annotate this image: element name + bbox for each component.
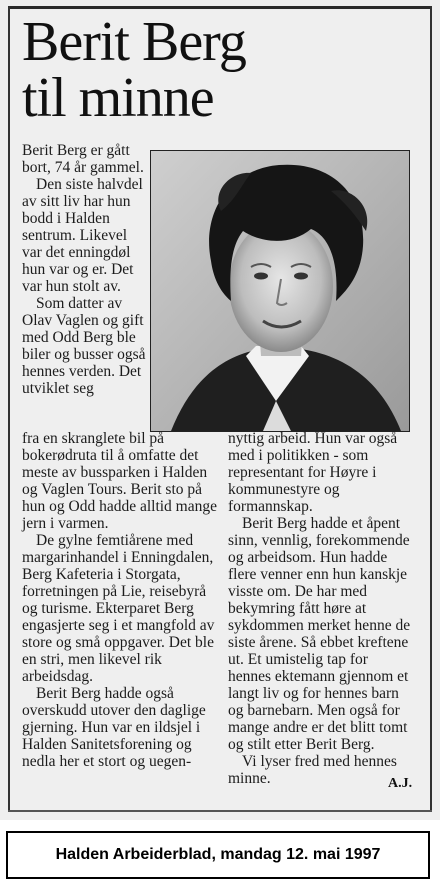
column-1-top	[22, 142, 148, 397]
paragraph: Som datter av Olav Vaglen og gift med Odd Berg ble biler og busser også hennes verden. Det utviklet seg	[22, 295, 146, 397]
column-2	[228, 430, 414, 787]
paragraph: Den siste halvdel av sitt liv har hun bodd i Halden sentrum. Likevel var det enningdøl hun var og er. Det var hun stolt av.	[22, 176, 143, 295]
left-rule	[8, 6, 10, 812]
portrait-illustration	[151, 151, 409, 431]
portrait-photo	[150, 150, 410, 432]
paragraph: Berit Berg hadde et åpent sinn, vennlig, forekommende og arbeidsom. Hun hadde flere venner enn hun kanskje visste om. De har med bekymring fått høre at sykdommen merket henne de siste årene. Så ebbet kreftene ut. Et umistelig tap for hennes ektemann gjennom et langt liv og for hennes barn og barnebarn. Men også for mange andre er det blitt tomt og stilt etter Berit Berg.	[228, 515, 411, 753]
headline-line-2: til minne	[22, 67, 214, 129]
right-rule	[430, 6, 432, 812]
headline	[22, 11, 422, 129]
paragraph: Vi lyser fred med hennes minne.	[228, 753, 397, 787]
paragraph: fra en skranglete bil på bokerødruta til å omfatte det meste av bussparken i Halden og Vaglen Tours. Berit sto på hun og Odd hadde alltid mange jern i varmen.	[22, 430, 217, 532]
paragraph: De gylne femtiårene med margarinhandel i Enningdalen, Berg Kafeteria i Storgata, forretningen på Lie, reisebyrå og turisme. Ekterparet Berg engasjerte seg i et mangfold av store og små oppgaver. Det ble en stri, men likevel rik arbeidsdag.	[22, 532, 215, 685]
column-1-bottom	[22, 430, 222, 770]
bottom-rule	[8, 810, 432, 812]
paragraph: Berit Berg er gått bort, 74 år gammel.	[22, 142, 144, 176]
source-caption: Halden Arbeiderblad, mandag 12. mai 1997	[6, 831, 430, 879]
top-rule	[8, 6, 432, 9]
author-signature: A.J.	[388, 776, 413, 791]
paragraph: nyttig arbeid. Hun var også med i politikken - som representant for Høyre i kommunestyre og formannskap.	[228, 430, 398, 515]
paragraph: Berit Berg hadde også overskudd utover den daglige gjerning. Hun var en ildsjel i Halden Sanitetsforening og nedla her et stort og uegen-	[22, 685, 206, 770]
headline-line-1: Berit Berg	[22, 11, 246, 73]
